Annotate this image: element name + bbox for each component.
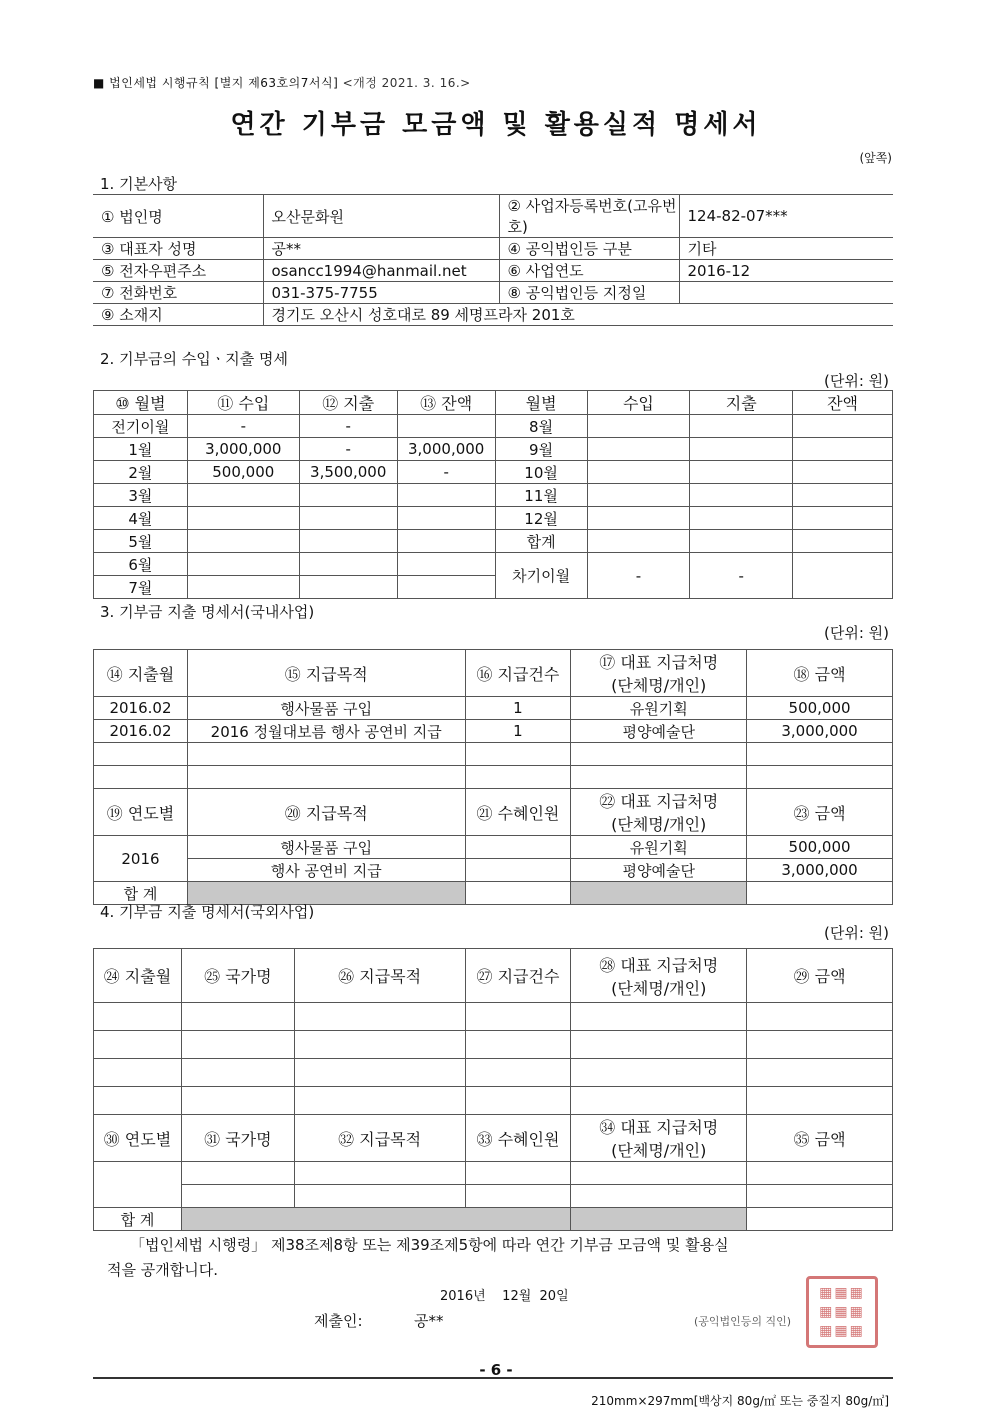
table-cell (187, 507, 299, 530)
table-cell: 2016 정월대보름 행사 공연비 지급 (187, 720, 465, 743)
table-cell: 1 (465, 720, 571, 743)
field-value: osancc1994@hanmail.net (263, 260, 499, 282)
shaded-cell (571, 1208, 747, 1231)
table-cell: 전기이월 (94, 415, 188, 438)
table-cell (465, 1087, 571, 1115)
table-cell: 10월 (495, 461, 587, 484)
table-cell: 평양예술단 (571, 859, 747, 882)
table-cell: 2월 (94, 461, 188, 484)
field-label: ⑧ 공익법인등 지정일 (499, 282, 679, 304)
address-value: 경기도 오산시 성호대로 89 세명프라자 201호 (263, 304, 893, 326)
table-cell (187, 530, 299, 553)
table-cell (465, 1185, 571, 1208)
table-cell: 5월 (94, 530, 188, 553)
table-cell (94, 1087, 182, 1115)
table-cell (94, 1059, 182, 1087)
table-cell: 유원기획 (571, 836, 747, 859)
shaded-cell (571, 882, 747, 905)
table-cell: 합계 (495, 530, 587, 553)
table-row (94, 484, 893, 507)
table-cell (571, 1059, 747, 1087)
table-cell: 500,000 (747, 697, 893, 720)
table-cell: 4월 (94, 507, 188, 530)
table-row (94, 530, 893, 553)
field-label: ① 법인명 (93, 195, 263, 238)
table-cell (587, 507, 690, 530)
table-cell (571, 1003, 747, 1031)
basic-info-table (93, 194, 893, 326)
header-row (94, 391, 893, 415)
table-cell: 12월 (495, 507, 587, 530)
section2-unit: (단위: 원) (824, 372, 889, 390)
section4-heading: 4. 기부금 지출 명세서(국외사업) (100, 903, 315, 921)
header-line: ㉞ 대표 지급처명 (599, 1118, 719, 1137)
table-cell (294, 1059, 465, 1087)
table-cell: 3,000,000 (747, 720, 893, 743)
shaded-cell (181, 1208, 570, 1231)
page-number: - 6 - (479, 1361, 513, 1379)
income-expense-table (93, 390, 893, 599)
section3-heading: 3. 기부금 지출 명세서(국내사업) (100, 603, 315, 621)
table-cell (747, 1003, 893, 1031)
table-cell (94, 1162, 182, 1208)
field-label: ⑤ 전자우편주소 (93, 260, 263, 282)
table-cell: 행사물품 구입 (187, 836, 465, 859)
field-label: ④ 공익법인등 구분 (499, 238, 679, 260)
year-cell: 2016 (94, 836, 188, 882)
column-header: ㉔ 지출월 (94, 949, 182, 1003)
table-cell (181, 1162, 294, 1185)
table-cell (294, 1087, 465, 1115)
section3-unit: (단위: 원) (824, 624, 889, 642)
table-cell (465, 1162, 571, 1185)
table-cell (465, 1031, 571, 1059)
table-row (94, 836, 893, 859)
table-cell (747, 1185, 893, 1208)
table-cell: - (587, 553, 690, 599)
table-cell (294, 1185, 465, 1208)
declaration-line1: 「법인세법 시행령」 제38조제8항 또는 제39조제5항에 따라 연간 기부금 모금액 및 활용실 (130, 1236, 729, 1254)
section2-heading: 2. 기부금의 수입ㆍ지출 명세 (100, 350, 289, 368)
field-value: 124-82-07*** (679, 195, 893, 238)
column-header: ㉝ 수혜인원 (465, 1115, 571, 1162)
table-cell (465, 836, 571, 859)
table-cell: 7월 (94, 576, 188, 599)
table-cell (571, 1162, 747, 1185)
column-header: ㉑ 수혜인원 (465, 789, 571, 836)
table-cell (397, 553, 495, 576)
column-header (571, 789, 747, 836)
table-cell (571, 1185, 747, 1208)
field-value (679, 282, 893, 304)
table-cell (587, 461, 690, 484)
table-cell (465, 882, 571, 905)
column-header: 수입 (587, 391, 690, 415)
info-row (93, 260, 893, 282)
table-row (94, 859, 893, 882)
front-mark: (앞쪽) (859, 151, 892, 165)
table-cell (299, 507, 397, 530)
table-cell (94, 1031, 182, 1059)
table-cell: - (397, 461, 495, 484)
column-header: ㉖ 지급목적 (294, 949, 465, 1003)
table-cell (747, 882, 893, 905)
column-header: ⑫ 지출 (299, 391, 397, 415)
table-row (94, 1059, 893, 1087)
column-header: ㉗ 지급건수 (465, 949, 571, 1003)
table-cell (465, 743, 571, 766)
section1-heading: 1. 기본사항 (100, 175, 178, 193)
table-cell (181, 1059, 294, 1087)
table-row (94, 1185, 893, 1208)
form-reference (93, 74, 471, 91)
table-cell (571, 1087, 747, 1115)
carry-over-label: 차기이월 (495, 553, 587, 599)
table-cell (793, 530, 893, 553)
table-cell (187, 484, 299, 507)
table-row (94, 1031, 893, 1059)
column-header (571, 1115, 747, 1162)
overseas-expense-table (93, 948, 893, 1231)
table-cell (187, 576, 299, 599)
column-header: ⑯ 지급건수 (465, 650, 571, 697)
table-cell (747, 766, 893, 789)
declaration-line2: 적을 공개합니다. (107, 1261, 218, 1279)
table-cell (587, 415, 690, 438)
header-line: ㉒ 대표 지급처명 (599, 792, 719, 811)
header-subline: (단체명/개인) (611, 1141, 707, 1160)
submitter-label: 제출인: (314, 1312, 363, 1330)
column-header: ㉛ 국가명 (181, 1115, 294, 1162)
table-cell (587, 530, 690, 553)
table-cell (690, 530, 793, 553)
column-header: ⑭ 지출월 (94, 650, 188, 697)
table-cell (299, 553, 397, 576)
table-row (94, 1003, 893, 1031)
table-row (94, 461, 893, 484)
table-row (94, 766, 893, 789)
field-value: 공** (263, 238, 499, 260)
table-cell (571, 766, 747, 789)
field-label: ⑦ 전화번호 (93, 282, 263, 304)
table-row (94, 743, 893, 766)
table-cell: - (299, 438, 397, 461)
table-cell (465, 859, 571, 882)
table-cell (181, 1185, 294, 1208)
table-cell (747, 1031, 893, 1059)
table-cell (587, 484, 690, 507)
table-cell (571, 1031, 747, 1059)
field-label: ⑨ 소재지 (93, 304, 263, 326)
info-row (93, 304, 893, 326)
official-seal-stamp: ▦▦▦ ▦▦▦ ▦▦▦ (806, 1276, 878, 1348)
table-cell (187, 743, 465, 766)
table-cell (397, 576, 495, 599)
table-cell (397, 415, 495, 438)
field-value: 기타 (679, 238, 893, 260)
table-row (94, 553, 893, 576)
column-header: ⑮ 지급목적 (187, 650, 465, 697)
column-header: ⑳ 지급목적 (187, 789, 465, 836)
table-cell (299, 484, 397, 507)
table-cell (571, 743, 747, 766)
table-cell: 6월 (94, 553, 188, 576)
column-header: ㉙ 금액 (747, 949, 893, 1003)
table-cell: 1월 (94, 438, 188, 461)
table-cell (747, 1059, 893, 1087)
table-cell (94, 1003, 182, 1031)
table-cell (793, 415, 893, 438)
table-cell (181, 1031, 294, 1059)
column-header (571, 949, 747, 1003)
table-row (94, 415, 893, 438)
table-cell (397, 484, 495, 507)
column-header: ㉜ 지급목적 (294, 1115, 465, 1162)
seal-note: (공익법인등의 직인) (694, 1315, 792, 1328)
table-cell: 3,000,000 (747, 859, 893, 882)
column-header: 월별 (495, 391, 587, 415)
table-cell (690, 507, 793, 530)
total-label: 합 계 (94, 882, 188, 905)
header-row (94, 650, 893, 697)
table-cell (294, 1003, 465, 1031)
table-cell (793, 553, 893, 599)
table-row (94, 697, 893, 720)
table-cell (94, 743, 188, 766)
total-label: 합 계 (94, 1208, 182, 1231)
paper-spec: 210mm×297mm[백상지 80g/㎡ 또는 중질지 80g/㎡] (591, 1394, 889, 1408)
table-cell: 11월 (495, 484, 587, 507)
section4-unit: (단위: 원) (824, 924, 889, 942)
table-cell: - (187, 415, 299, 438)
table-cell (397, 507, 495, 530)
table-cell (294, 1162, 465, 1185)
table-cell: 행사 공연비 지급 (187, 859, 465, 882)
table-cell: 500,000 (187, 461, 299, 484)
table-cell (465, 766, 571, 789)
info-row (93, 195, 893, 238)
table-cell (94, 766, 188, 789)
table-cell (187, 553, 299, 576)
info-row (93, 238, 893, 260)
header-row (94, 789, 893, 836)
table-cell: 8월 (495, 415, 587, 438)
table-cell (187, 766, 465, 789)
header-row (94, 949, 893, 1003)
table-cell: 3,500,000 (299, 461, 397, 484)
column-header: ⑬ 잔액 (397, 391, 495, 415)
table-cell (690, 415, 793, 438)
field-label: ③ 대표자 성명 (93, 238, 263, 260)
header-subline: (단체명/개인) (611, 978, 707, 998)
column-header: ㉟ 금액 (747, 1115, 893, 1162)
header-subline: (단체명/개인) (611, 815, 707, 834)
table-cell (747, 1087, 893, 1115)
column-header: ㉓ 금액 (747, 789, 893, 836)
table-cell: 3,000,000 (397, 438, 495, 461)
column-header: ⑲ 연도별 (94, 789, 188, 836)
table-cell: 500,000 (747, 836, 893, 859)
column-header: ㉚ 연도별 (94, 1115, 182, 1162)
page-title: 연간 기부금 모금액 및 활용실적 명세서 (230, 110, 762, 140)
revision-date: <개정 2021. 3. 16.> (342, 76, 471, 90)
table-cell: - (299, 415, 397, 438)
table-cell (690, 484, 793, 507)
column-header: 잔액 (793, 391, 893, 415)
form-ref-text: ■ 법인세법 시행규칙 [별지 제63호의7서식] (93, 76, 339, 90)
table-cell: 2016.02 (94, 697, 188, 720)
table-cell: - (690, 553, 793, 599)
table-cell (465, 1003, 571, 1031)
table-cell: 유원기획 (571, 697, 747, 720)
table-cell (299, 530, 397, 553)
field-label: ② 사업자등록번호(고유번호) (499, 195, 679, 238)
table-cell: 2016.02 (94, 720, 188, 743)
field-value: 031-375-7755 (263, 282, 499, 304)
table-cell (690, 461, 793, 484)
header-subline: (단체명/개인) (611, 676, 707, 695)
header-line: ㉘ 대표 지급처명 (599, 955, 719, 975)
table-cell (793, 507, 893, 530)
column-header (571, 650, 747, 697)
table-cell: 9월 (495, 438, 587, 461)
info-row (93, 282, 893, 304)
column-header: ⑩ 월별 (94, 391, 188, 415)
table-row (94, 720, 893, 743)
header-row (94, 1115, 893, 1162)
table-cell: 행사물품 구입 (187, 697, 465, 720)
table-row (94, 1087, 893, 1115)
table-cell (299, 576, 397, 599)
submitter-name: 공** (414, 1312, 444, 1330)
column-header: 지출 (690, 391, 793, 415)
field-label: ⑥ 사업연도 (499, 260, 679, 282)
table-cell (587, 438, 690, 461)
table-cell (181, 1087, 294, 1115)
table-cell (793, 484, 893, 507)
domestic-expense-table (93, 649, 893, 905)
table-cell (747, 1208, 893, 1231)
table-cell (793, 461, 893, 484)
table-cell (747, 1162, 893, 1185)
total-row (94, 1208, 893, 1231)
table-cell (465, 1059, 571, 1087)
submission-date: 2016년 12월 20일 (440, 1289, 569, 1304)
table-cell: 3월 (94, 484, 188, 507)
field-value: 오산문화원 (263, 195, 499, 238)
column-header: ㉕ 국가명 (181, 949, 294, 1003)
table-cell: 평양예술단 (571, 720, 747, 743)
table-cell (690, 438, 793, 461)
table-row (94, 1162, 893, 1185)
column-header: ⑪ 수입 (187, 391, 299, 415)
header-line: ⑰ 대표 지급처명 (599, 653, 719, 672)
table-cell (747, 743, 893, 766)
table-row (94, 438, 893, 461)
table-cell (294, 1031, 465, 1059)
table-cell (181, 1003, 294, 1031)
table-row (94, 507, 893, 530)
table-cell: 3,000,000 (187, 438, 299, 461)
table-cell (793, 438, 893, 461)
table-cell (397, 530, 495, 553)
field-value: 2016-12 (679, 260, 893, 282)
table-cell: 1 (465, 697, 571, 720)
column-header: ⑱ 금액 (747, 650, 893, 697)
